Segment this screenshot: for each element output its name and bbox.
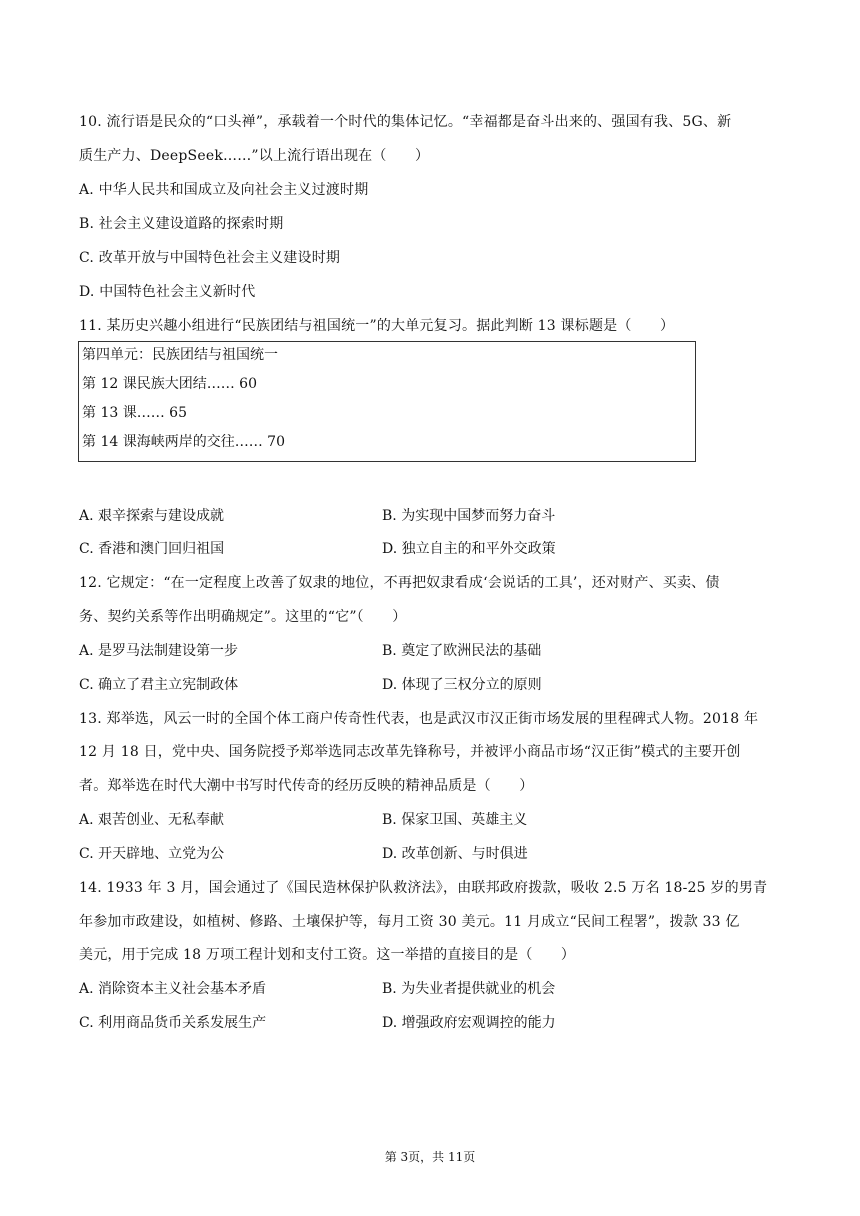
q10-stem-line-2: 质生产力、DeepSeek……”以上流行语出现在（ ） xyxy=(79,148,430,164)
q10-option-d: D. 中国特色社会主义新时代 xyxy=(79,284,256,300)
q13-option-c: C. 开天辟地、立党为公 xyxy=(79,846,225,862)
q14-stem-line-1: 14. 1933 年 3 月，国会通过了《国民造林保护队救济法》，由联邦政府拨款，吸收 2.5 万名 18-25 岁的男青 xyxy=(79,880,768,896)
q12-option-a: A. 是罗马法制建设第一步 xyxy=(79,643,239,659)
q12-option-d: D. 体现了三权分立的原则 xyxy=(382,677,542,693)
q12-stem-line-1: 12. 它规定：“在一定程度上改善了奴隶的地位，不再把奴隶看成‘会说话的工具’，还对财产、买卖、债 xyxy=(79,575,720,591)
q11-option-a: A. 艰辛探索与建设成就 xyxy=(79,508,225,524)
page-footer-number: 第 3页，共 11页 xyxy=(384,1150,476,1164)
q14-option-c: C. 利用商品货币关系发展生产 xyxy=(79,1015,267,1031)
q14-stem-line-2: 年参加市政建设，如植树、修路、土壤保护等，每月工资 30 美元。11 月成立“民间工程署”，拨款 33 亿 xyxy=(79,914,740,930)
q11-option-d: D. 独立自主的和平外交政策 xyxy=(382,541,556,557)
q12-option-b: B. 奠定了欧洲民法的基础 xyxy=(382,643,542,659)
q13-option-d: D. 改革创新、与时俱进 xyxy=(382,846,528,862)
q13-option-b: B. 保家卫国、英雄主义 xyxy=(382,812,528,828)
toc-lesson-13: 第 13 课…… 65 xyxy=(82,405,187,421)
q14-option-a: A. 消除资本主义社会基本矛盾 xyxy=(79,981,267,997)
toc-lesson-12: 第 12 课民族大团结…… 60 xyxy=(82,376,257,392)
q11-option-c: C. 香港和澳门回归祖国 xyxy=(79,541,225,557)
q13-stem-line-2: 12 月 18 日，党中央、国务院授予郑举选同志改革先锋称号，并被评小商品市场“汉正街”模式的主要开创 xyxy=(79,744,741,760)
q10-stem-line-1: 10. 流行语是民众的“口头禅”，承载着一个时代的集体记忆。“幸福都是奋斗出来的、强国有我、5G、新 xyxy=(79,114,732,130)
q13-option-a: A. 艰苦创业、无私奉献 xyxy=(79,812,225,828)
q12-option-c: C. 确立了君主立宪制政体 xyxy=(79,677,239,693)
q10-option-c: C. 改革开放与中国特色社会主义建设时期 xyxy=(79,250,341,266)
q11-stem: 11. 某历史兴趣小组进行“民族团结与祖国统一”的大单元复习。据此判断 13 课标题是（ ） xyxy=(79,318,675,334)
q10-option-a: A. 中华人民共和国成立及向社会主义过渡时期 xyxy=(79,182,369,198)
q10-option-b: B. 社会主义建设道路的探索时期 xyxy=(79,216,284,232)
toc-unit-title: 第四单元：民族团结与祖国统一 xyxy=(82,347,278,363)
q14-option-b: B. 为失业者提供就业的机会 xyxy=(382,981,556,997)
q14-stem-line-3: 美元，用于完成 18 万项工程计划和支付工资。这一举措的直接目的是（ ） xyxy=(79,947,576,963)
q11-option-b: B. 为实现中国梦而努力奋斗 xyxy=(382,508,556,524)
q14-option-d: D. 增强政府宏观调控的能力 xyxy=(382,1015,556,1031)
q13-stem-line-1: 13. 郑举选，风云一时的全国个体工商户传奇性代表，也是武汉市汉正街市场发展的里程碑式人物。2018 年 xyxy=(79,711,759,727)
toc-lesson-14: 第 14 课海峡两岸的交往…… 70 xyxy=(82,434,285,450)
q11-table-of-contents xyxy=(78,341,696,462)
q13-stem-line-3: 者。郑举选在时代大潮中书写时代传奇的经历反映的精神品质是（ ） xyxy=(79,778,534,794)
q12-stem-line-2: 务、契约关系等作出明确规定”。这里的“它”（ ） xyxy=(79,609,407,625)
